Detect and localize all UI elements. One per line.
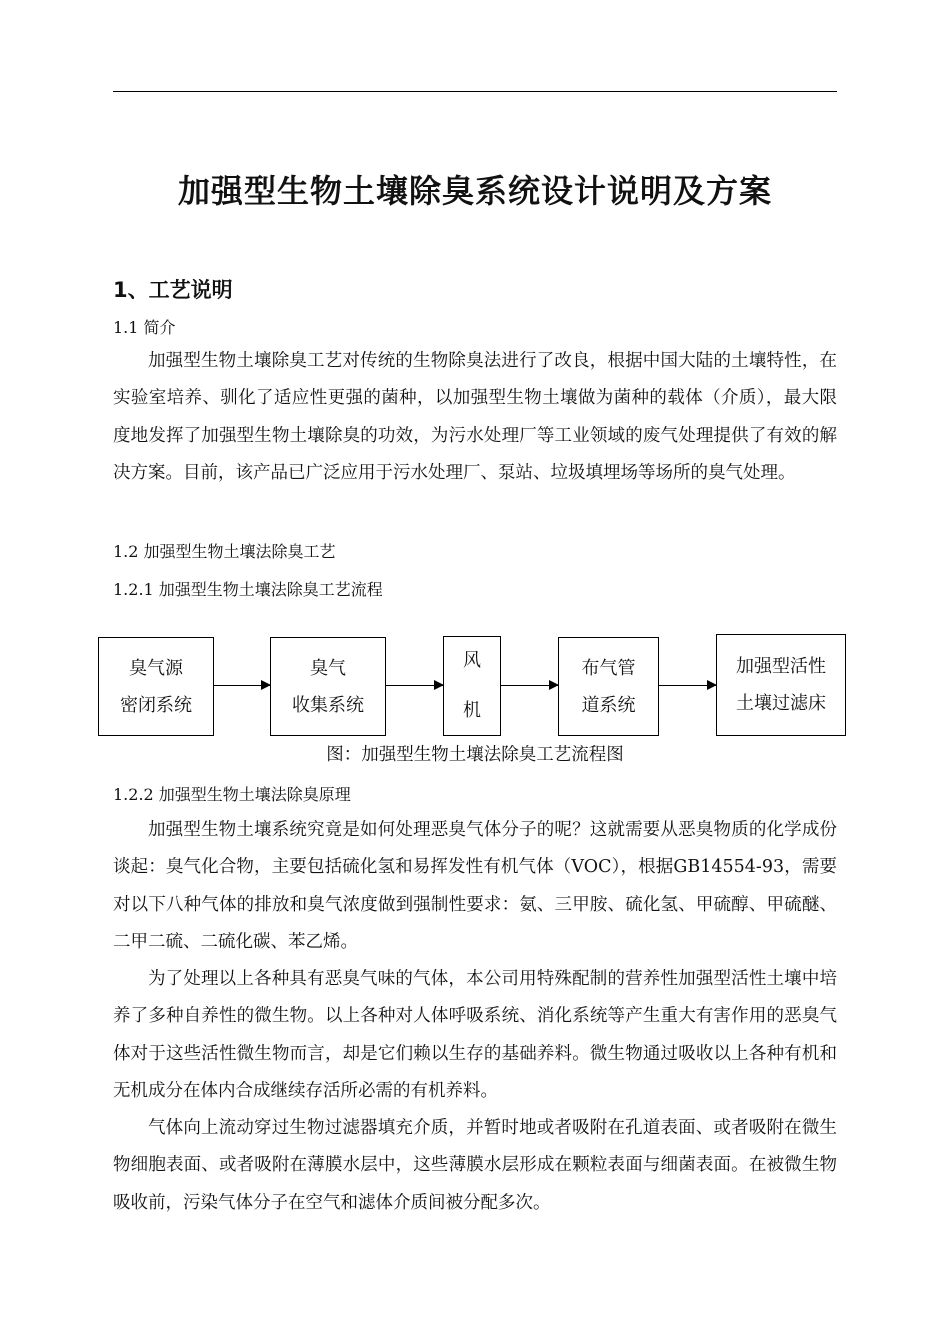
flow-box-label: 收集系统 xyxy=(292,694,364,716)
flow-box-fan xyxy=(443,636,501,736)
flow-box-label: 密闭系统 xyxy=(120,694,192,716)
subsection-1-2-1: 1.2.1 加强型生物土壤法除臭工艺流程 xyxy=(113,580,383,599)
flow-arrow xyxy=(214,685,270,686)
subsection-1-2-2: 1.2.2 加强型生物土壤法除臭原理 xyxy=(113,785,351,804)
flow-box-label: 加强型活性 xyxy=(736,656,826,677)
flow-box-collection xyxy=(270,637,386,736)
flow-box-label: 机 xyxy=(463,700,481,721)
figure-caption: 图：加强型生物土壤法除臭工艺流程图 xyxy=(326,745,624,765)
flow-arrow xyxy=(386,685,443,686)
flow-box-distribution xyxy=(558,637,659,736)
subsection-1-2: 1.2 加强型生物土壤法除臭工艺 xyxy=(113,542,336,561)
principle-paragraph-3: 气体向上流动穿过生物过滤器填充介质，并暂时地或者吸附在孔道表面、或者吸附在微生物细胞表面、或者吸附在薄膜水层中，这些薄膜水层形成在颗粒表面与细菌表面。在被微生物吸收前，污染气体分子在空气和滤体介质间被分配多次。 xyxy=(113,1118,837,1213)
header-rule xyxy=(113,91,837,92)
flow-box-label: 道系统 xyxy=(581,694,636,716)
flow-arrow xyxy=(659,685,716,686)
document-title: 加强型生物土壤除臭系统设计说明及方案 xyxy=(177,172,772,210)
flow-box-label: 臭气 xyxy=(310,657,346,679)
subsection-1-1: 1.1 简介 xyxy=(113,318,176,337)
flow-box-soil-filter xyxy=(716,634,846,736)
flow-arrow xyxy=(501,685,558,686)
flow-box-label: 风 xyxy=(463,650,481,671)
intro-paragraph: 加强型生物土壤除臭工艺对传统的生物除臭法进行了改良，根据中国大陆的土壤特性，在实验室培养、驯化了适应性更强的菌种，以加强型生物土壤做为菌种的载体（介质），最大限度地发挥了加强型生物土壤除臭的功效，为污水处理厂等工业领域的废气处理提供了有效的解决方案。目前，该产品已广泛应用于污水处理厂、泵站、垃圾填埋场等场所的臭气处理。 xyxy=(113,351,837,483)
flow-box-label: 布气管 xyxy=(581,657,636,679)
flow-box-label: 臭气源 xyxy=(129,657,183,679)
principle-paragraph-1: 加强型生物土壤系统究竟是如何处理恶臭气体分子的呢？这就需要从恶臭物质的化学成份谈起：臭气化合物，主要包括硫化氢和易挥发性有机气体（VOC），根据GB14554-93，需要对以下八种气体的排放和臭气浓度做到强制性要求：氨、三甲胺、硫化氢、甲硫醇、甲硫醚、二甲二硫、二硫化碳、苯乙烯。 xyxy=(113,820,837,952)
principle-paragraph-2: 为了处理以上各种具有恶臭气味的气体，本公司用特殊配制的营养性加强型活性土壤中培养了多种自养性的微生物。以上各种对人体呼吸系统、消化系统等产生重大有害作用的恶臭气体对于这些活性微生物而言，却是它们赖以生存的基础养料。微生物通过吸收以上各种有机和无机成分在体内合成继续存活所必需的有机养料。 xyxy=(113,969,837,1101)
flow-box-label: 土壤过滤床 xyxy=(736,693,826,714)
section-heading: 1、工艺说明 xyxy=(113,278,233,302)
flow-box-odor-source xyxy=(98,637,214,736)
